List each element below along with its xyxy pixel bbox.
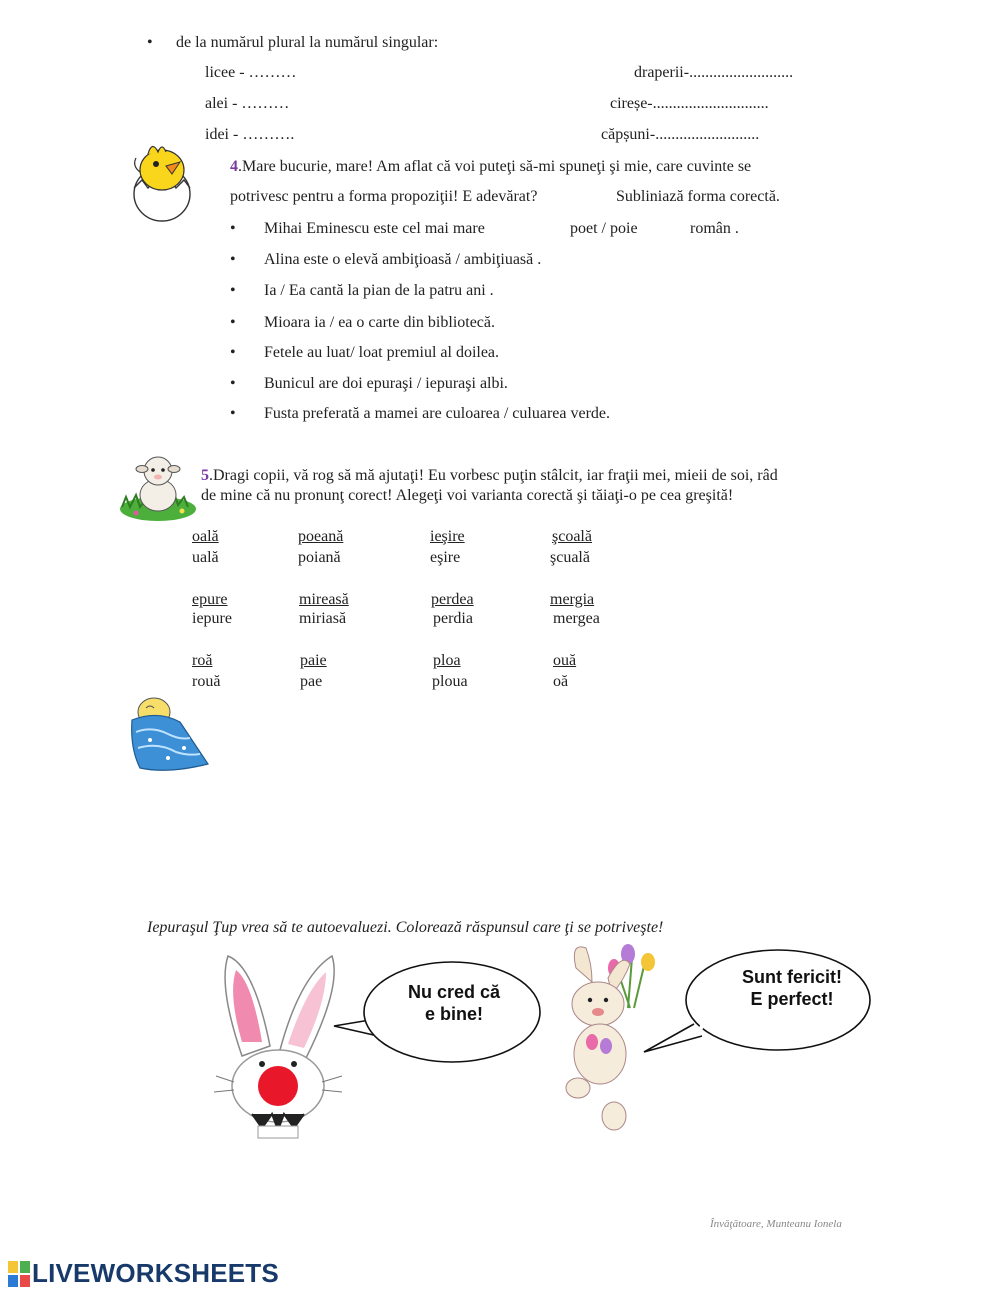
word-option[interactable]: şcuală: [550, 549, 590, 566]
exercise4-line2: potrivesc pentru a forma propoziţii! E adevărat?: [230, 188, 538, 205]
liveworksheets-logo-icon: [8, 1261, 30, 1287]
word-option[interactable]: iepure: [192, 610, 232, 627]
bullet: •: [230, 375, 236, 392]
exercise5-line2: de mine că nu pronunţ corect! Alegeţi voi varianta corectă şi tăiaţi-o pe cea greşită!: [201, 487, 734, 504]
exercise4-item[interactable]: Ia / Ea cantă la pian de la patru ani .: [264, 282, 494, 299]
word-option[interactable]: ploua: [432, 673, 468, 690]
word-option[interactable]: mireasă: [299, 591, 349, 608]
exercise4-item[interactable]: Bunicul are doi epuraşi / iepuraşi albi.: [264, 375, 508, 392]
bubble-left-line1: Nu cred că: [407, 982, 501, 1002]
speech-bubble-right: [640, 944, 876, 1076]
bubble-left-text[interactable]: [374, 981, 534, 1025]
word-option[interactable]: poeană: [298, 528, 344, 545]
exercise4-item[interactable]: Fusta preferată a mamei are culoarea / culuarea verde.: [264, 405, 611, 422]
exercise4-item[interactable]: Mioara ia / ea o carte din bibliotecă.: [264, 314, 496, 331]
sad-bunny-icon: [214, 946, 344, 1142]
word-option[interactable]: oă: [553, 673, 569, 690]
word-option[interactable]: ploa: [433, 652, 461, 669]
word-option[interactable]: pae: [300, 673, 323, 690]
exercise4-item-text: român .: [690, 220, 739, 237]
chick-in-egg-icon: [128, 136, 200, 222]
bullet: •: [230, 405, 236, 422]
exercise-number: 4: [230, 158, 238, 175]
exercise5-intro: [201, 466, 778, 486]
bubble-right-line1: Sunt fericit!: [741, 967, 842, 987]
exercise4-item[interactable]: Fetele au luat/ loat premiul al doilea.: [264, 344, 500, 361]
exercise4-intro: [230, 157, 751, 177]
bubble-right-text[interactable]: [702, 966, 882, 1010]
bubble-left-line2: e bine!: [424, 1004, 483, 1024]
word-option[interactable]: şcoală: [552, 528, 592, 545]
exercise5-line1: .Dragi copii, vă rog să mă ajutaţi! Eu vorbesc puţin stâlcit, iar fraţii mei, mieii de soi, râd: [209, 467, 778, 484]
word-option[interactable]: ieşire: [430, 528, 465, 545]
word-option[interactable]: uală: [192, 549, 219, 566]
bullet: •: [230, 314, 236, 331]
selfeval-prompt: Iepuraşul Ţup vrea să te autoevaluezi. Colorează răspunsul care ţi se potriveşte!: [147, 919, 664, 936]
word-option[interactable]: oală: [192, 528, 219, 545]
plural-word[interactable]: idei - ……….: [205, 126, 295, 143]
liveworksheets-logo-text: LIVEWORKSHEETS: [32, 1258, 279, 1288]
bullet: •: [230, 282, 236, 299]
exercise4-item-text: Mihai Eminescu este cel mai mare: [264, 220, 485, 237]
word-option[interactable]: eşire: [430, 549, 461, 566]
plural-word[interactable]: licee - ………: [205, 64, 297, 81]
exercise4-line1: .Mare bucurie, mare! Am aflat că voi puteţi să-mi spuneţi şi mie, care cuvinte se: [238, 158, 752, 175]
chick-blue-egg-icon: [128, 692, 212, 776]
word-option[interactable]: perdea: [431, 591, 474, 608]
author-signature: Învăţătoare, Munteanu Ionela: [710, 1218, 842, 1230]
word-option[interactable]: mergea: [553, 610, 600, 627]
plural-word[interactable]: draperii-..........................: [634, 64, 794, 81]
word-option[interactable]: roă: [192, 652, 213, 669]
section3-heading: de la numărul plural la numărul singular:: [176, 34, 439, 51]
plural-word[interactable]: căpșuni-..........................: [601, 126, 760, 143]
word-option[interactable]: epure: [192, 591, 228, 608]
bullet: •: [230, 344, 236, 361]
word-option[interactable]: miriasă: [299, 610, 347, 627]
plural-word[interactable]: cireșe-.............................: [610, 95, 769, 112]
exercise-number: 5: [201, 467, 209, 484]
exercise4-item[interactable]: Alina este o elevă ambiţioasă / ambiţiuasă .: [264, 251, 542, 268]
lamb-icon: [116, 447, 198, 523]
word-option[interactable]: ouă: [553, 652, 577, 669]
word-option[interactable]: perdia: [433, 610, 473, 627]
word-option[interactable]: rouă: [192, 673, 221, 690]
bullet: •: [230, 251, 236, 268]
exercise4-instruction: Subliniază forma corectă.: [616, 188, 780, 205]
liveworksheets-logo[interactable]: [8, 1258, 279, 1288]
word-option[interactable]: paie: [300, 652, 327, 669]
bullet: •: [147, 34, 153, 51]
bullet: •: [230, 220, 236, 237]
plural-word[interactable]: alei - ………: [205, 95, 290, 112]
word-option[interactable]: mergia: [550, 591, 595, 608]
word-option[interactable]: poiană: [298, 549, 341, 566]
exercise4-choice[interactable]: poet / poie: [570, 220, 638, 237]
bubble-right-line2: E perfect!: [750, 989, 834, 1009]
